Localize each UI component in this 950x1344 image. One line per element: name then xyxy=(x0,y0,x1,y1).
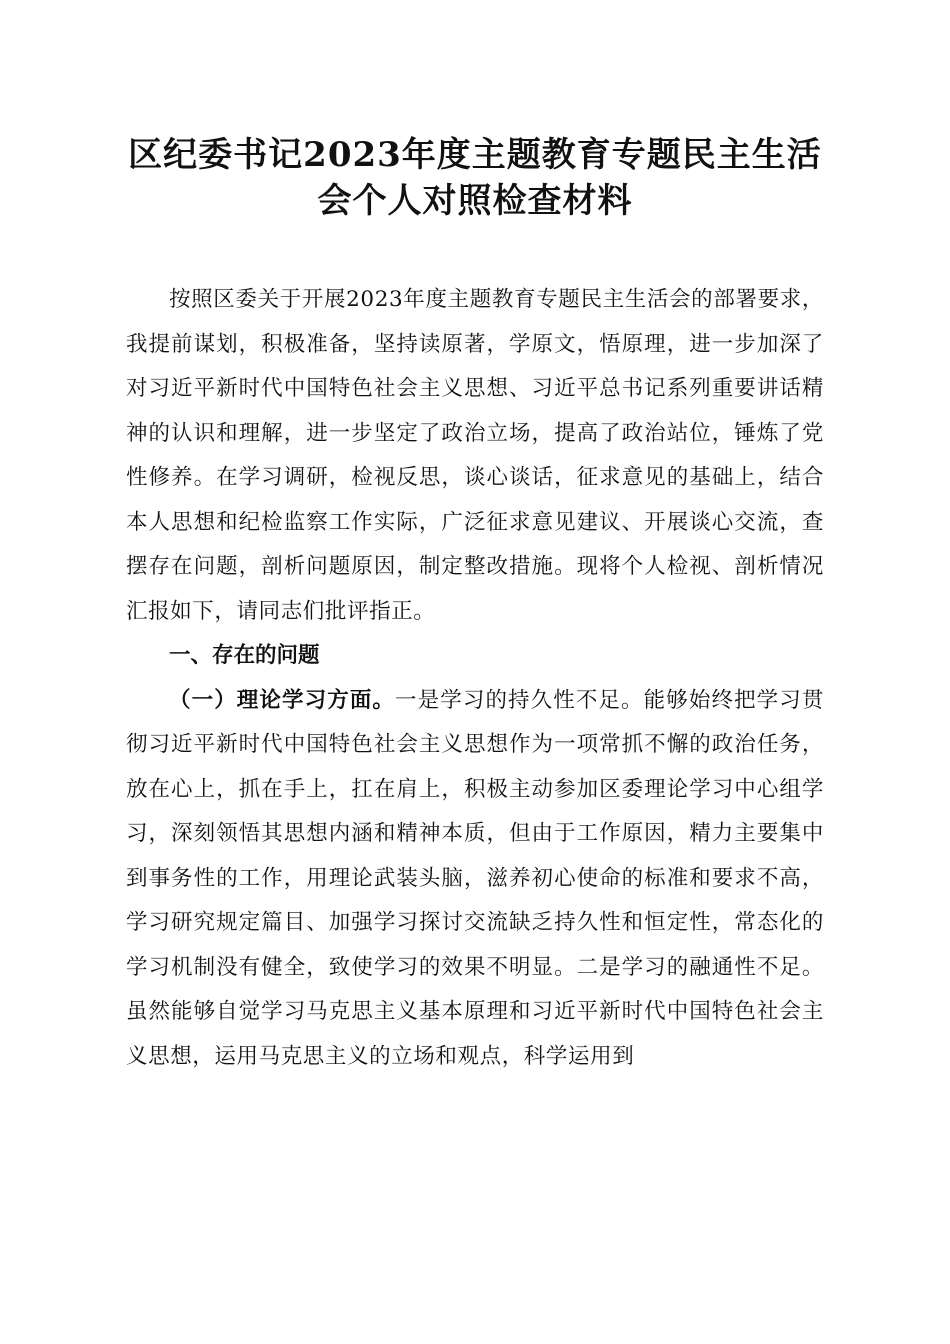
section-heading-problems: 一、存在的问题 xyxy=(169,643,320,668)
subsection-theory-study xyxy=(126,679,824,1080)
intro-paragraph: 按照区委关于开展2023年度主题教育专题民主生活会的部署要求，我提前谋划，积极准备，坚持读原著，学原文，悟原理，进一步加深了对习近平新时代中国特色社会主义思想、习近平总书记系列重要讲话精神的认识和理解，进一步坚定了政治立场，提高了政治站位，锤炼了党性修养。在学习调研，检视反思，谈心谈话，征求意见的基础上，结合本人思想和纪检监察工作实际，广泛征求意见建议、开展谈心交流，查摆存在问题，剖析问题原因，制定整改措施。现将个人检视、剖析情况汇报如下，请同志们批评指正。 xyxy=(126,287,824,624)
title-line-2: 会个人对照检查材料 xyxy=(317,181,633,221)
document-title xyxy=(126,132,824,224)
title-line-1: 区纪委书记2023年度主题教育专题民主生活 xyxy=(128,135,822,175)
document-body xyxy=(126,278,824,1079)
subsection-title: （一）理论学习方面。 xyxy=(169,687,396,713)
subsection-text: 一是学习的持久性不足。能够始终把学习贯彻习近平新时代中国特色社会主义思想作为一项常抓不懈的政治任务，放在心上，抓在手上，扛在肩上，积极主动参加区委理论学习中心组学习，深刻领悟其思想内涵和精神本质，但由于工作原因，精力主要集中到事务性的工作，用理论武装头脑，滋养初心使命的标准和要求不高，学习研究规定篇目、加强学习探讨交流缺乏持久性和恒定性，常态化的学习机制没有健全，致使学习的效果不明显。二是学习的融通性不足。虽然能够自觉学习马克思主义基本原理和习近平新时代中国特色社会主义思想，运用马克思主义的立场和观点，科学运用到 xyxy=(126,687,824,1069)
